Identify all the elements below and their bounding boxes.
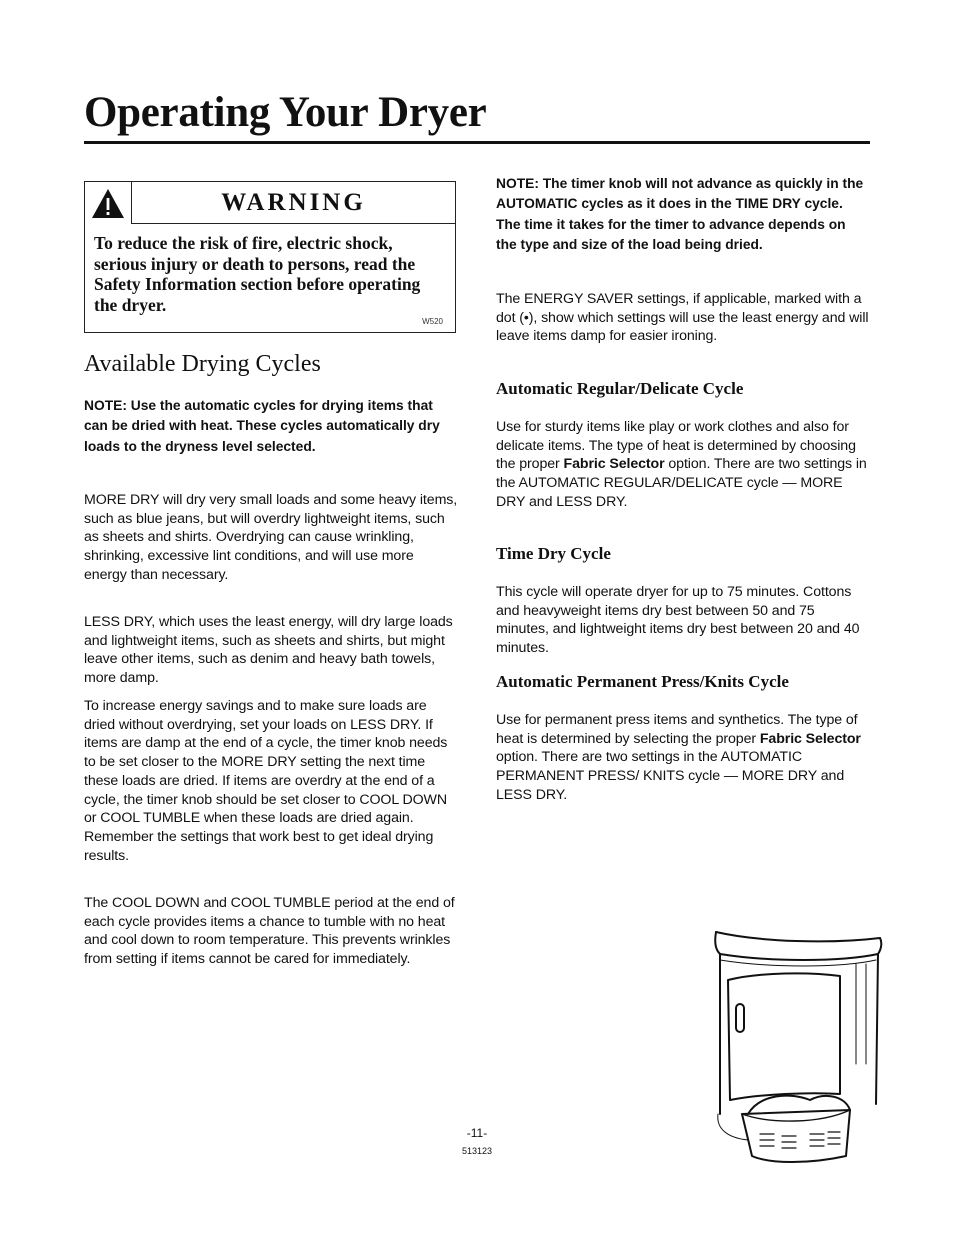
regular-text-b: option. There are two settings in the AUTOMATIC REGULAR/DELICATE cycle — MORE DRY and LESS DRY. xyxy=(496,456,867,510)
fabric-selector-label: Fabric Selector xyxy=(563,456,665,473)
page-title: Operating Your Dryer xyxy=(84,89,487,136)
perm-text-b: option. There are two settings in the AUTOMATIC PERMANENT PRESS/ KNITS cycle — MORE DRY and LESS DRY. xyxy=(496,749,845,803)
note-automatic-cycles: NOTE: Use the automatic cycles for drying items that can be dried with heat. These cycles automatically dry loads to the dryness level selected. xyxy=(84,398,440,454)
paragraph-less-dry: LESS DRY, which uses the least energy, will dry large loads and lightweight items, such as sheets and shirts, but might leave other items, such as denim and heavy bath towels, more damp. xyxy=(84,614,453,687)
paragraph-energy-saver: The ENERGY SAVER settings, if applicable, marked with a dot (•), show which settings will use the least energy and will leave items damp for easier ironing. xyxy=(496,291,869,345)
dryer-with-laundry-basket-illustration xyxy=(700,924,890,1169)
warning-code: W520 xyxy=(422,317,443,326)
paragraph-permanent-press xyxy=(496,711,870,805)
warning-icon-cell xyxy=(85,182,132,224)
warning-box xyxy=(84,181,456,333)
perm-text-a: Use for permanent press items and synthetics. The type of heat is determined by selecting the proper xyxy=(496,712,858,747)
warning-heading: WARNING xyxy=(132,182,455,224)
fabric-selector-label: Fabric Selector xyxy=(759,730,861,747)
document-code: 513123 xyxy=(461,1146,493,1156)
page-number: -11- xyxy=(466,1126,488,1140)
heading-time-dry: Time Dry Cycle xyxy=(496,544,611,563)
paragraph-time-dry: This cycle will operate dryer for up to 75 minutes. Cottons and heavyweight items dry best between 50 and 75 minutes, and lightweight items dry best between 20 and 40 minutes. xyxy=(496,584,860,657)
heading-regular-delicate: Automatic Regular/Delicate Cycle xyxy=(496,379,744,398)
paragraph-regular-delicate xyxy=(496,418,870,512)
section-heading-drying-cycles: Available Drying Cycles xyxy=(84,351,321,377)
warning-text: To reduce the risk of fire, electric shock, serious injury or death to persons, read the Safety Information section before operating the dryer. xyxy=(94,233,421,315)
regular-text-a: Use for sturdy items like play or work clothes and also for delicate items. The type of heat is determined by choosing the proper xyxy=(496,419,856,473)
paragraph-cool-down: The COOL DOWN and COOL TUMBLE period at the end of each cycle provides items a chance to tumble with no heat and cool down to room temperature. This prevents wrinkles from setting if items cannot be cared for immediately. xyxy=(84,895,455,968)
paragraph-more-dry: MORE DRY will dry very small loads and some heavy items, such as blue jeans, but will overdry lightweight items, such as sheets and shirts. Overdrying can cause wrinkling, shrinking, excessive lint conditions, and will use more energy than necessary. xyxy=(84,492,458,583)
warning-triangle-icon xyxy=(90,187,126,220)
note-timer-knob: NOTE: The timer knob will not advance as quickly in the AUTOMATIC cycles as it does in the TIME DRY cycle. The time it takes for the timer to advance depends on the type and size of the load being dried. xyxy=(496,176,864,253)
title-divider xyxy=(84,141,870,144)
paragraph-energy-savings: To increase energy savings and to make sure loads are dried without overdrying, set your loads on LESS DRY. If items are damp at the end of a cycle, the timer knob needs to be set closer to the MORE DRY setting the next time these loads are dried. If items are overdry at the end of a cycle, the timer knob should be set closer to COOL DOWN or COOL TUMBLE when these loads are dried again. Remember the settings that work best to get ideal drying results. xyxy=(84,698,448,864)
heading-permanent-press: Automatic Permanent Press/Knits Cycle xyxy=(496,672,789,691)
